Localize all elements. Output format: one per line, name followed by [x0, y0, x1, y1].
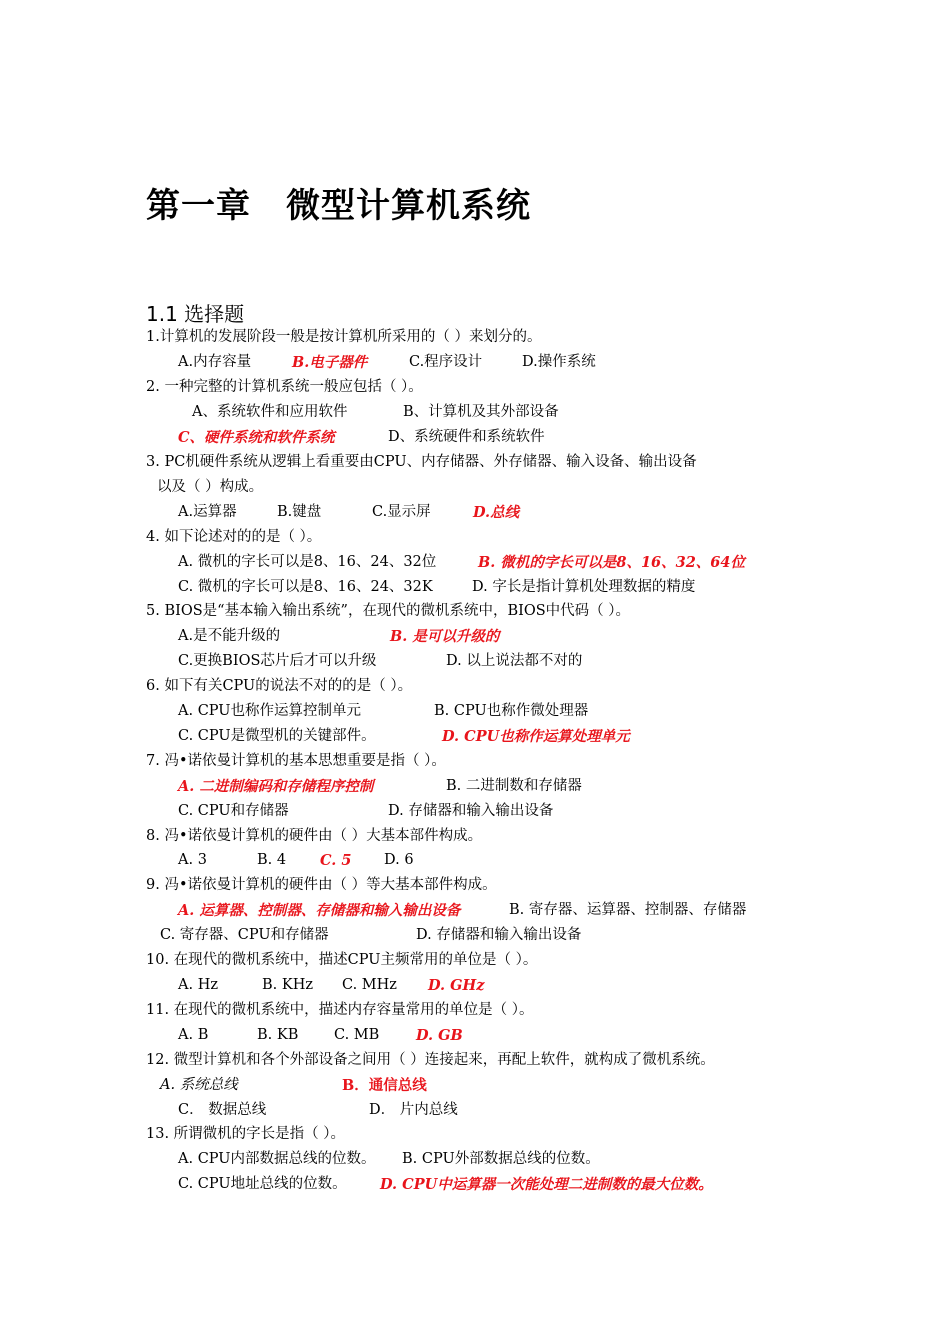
option: D. 6: [384, 852, 414, 868]
option: C. CPU和存储器: [178, 803, 289, 819]
option: B. CPU也称作微处理器: [434, 703, 589, 719]
question-stem: 8. 冯•诺依曼计算机的硬件由（ ）大基本部件构成。: [146, 828, 483, 844]
option: D.操作系统: [522, 354, 596, 370]
option: A. 系统总线: [160, 1077, 238, 1093]
question-stem: 4. 如下论述对的的是（ ）。: [146, 529, 322, 545]
question-stem: 10. 在现代的微机系统中，描述CPU主频常用的单位是（ ）。: [146, 952, 538, 968]
correct-option: D. GB: [416, 1027, 463, 1044]
option: C. 寄存器、CPU和存储器: [160, 927, 329, 943]
correct-option: A. 运算器、控制器、存储器和输入输出设备: [178, 902, 461, 919]
correct-option: B. 是可以升级的: [390, 628, 500, 645]
question-stem: 5. BIOS是“基本输入输出系统”，在现代的微机系统中，BIOS中代码（ ）。: [146, 603, 631, 619]
correct-option: D. CPU中运算器一次能处理二进制数的最大位数。: [380, 1176, 713, 1193]
option: C. MHz: [342, 977, 397, 993]
question-stem: 12. 微型计算机和各个外部设备之间用（ ）连接起来，再配上软件，就构成了微机系统。: [146, 1052, 715, 1068]
option-row: [0, 624, 950, 649]
correct-option: D.总线: [473, 504, 520, 521]
option-row: [0, 724, 950, 749]
option-row: [0, 575, 950, 600]
option: B. KB: [257, 1027, 299, 1043]
correct-option: D. CPU也称作运算处理单元: [442, 728, 630, 745]
option: D. 字长是指计算机处理数据的精度: [472, 579, 696, 595]
option: A、系统软件和应用软件: [192, 404, 348, 420]
option-row: [0, 425, 950, 450]
option-row: [0, 774, 950, 799]
option-row: [0, 1098, 950, 1123]
option-row: [0, 550, 950, 575]
option: D. 以上说法都不对的: [446, 653, 583, 669]
option: A. CPU内部数据总线的位数。: [178, 1151, 376, 1167]
option: D. 存储器和输入输出设备: [416, 927, 582, 943]
question-stem: 7. 冯•诺依曼计算机的基本思想重要是指（ ）。: [146, 753, 446, 769]
question-stem: 1.计算机的发展阶段一般是按计算机所采用的（ ）来划分的。: [146, 329, 542, 345]
option-row: [0, 350, 950, 375]
option: C.显示屏: [372, 504, 431, 520]
option: B、计算机及其外部设备: [403, 404, 559, 420]
correct-option: C. 5: [320, 852, 352, 869]
option-row: [0, 1073, 950, 1098]
correct-option: C、硬件系统和软件系统: [178, 429, 335, 446]
option-row: [0, 973, 950, 998]
option: C.程序设计: [409, 354, 483, 370]
option-row: [0, 923, 950, 948]
option: A.是不能升级的: [178, 628, 281, 644]
option: B. 二进制数和存储器: [446, 778, 582, 794]
option-row: [0, 1023, 950, 1048]
question-stem: 9. 冯•诺依曼计算机的硬件由（ ）等大基本部件构成。: [146, 877, 497, 893]
option: D、系统硬件和系统软件: [388, 429, 545, 445]
question-stem: 6. 如下有关CPU的说法不对的的是（ ）。: [146, 678, 413, 694]
option: A. Hz: [178, 977, 218, 993]
question-stem-continued: 以及（ ）构成。: [157, 479, 264, 495]
question-stem: 2. 一种完整的计算机系统一般应包括（ ）。: [146, 379, 423, 395]
option-row: [0, 848, 950, 873]
correct-option: B. 微机的字长可以是8、16、32、64位: [478, 554, 745, 571]
option: D. 存储器和输入输出设备: [388, 803, 554, 819]
correct-option: A. 二进制编码和存储程序控制: [178, 778, 374, 795]
option: A. 3: [178, 852, 207, 868]
option: A.内存容量: [178, 354, 252, 370]
correct-option: B．通信总线: [342, 1077, 427, 1094]
option-row: [0, 1172, 950, 1197]
option: C. MB: [334, 1027, 380, 1043]
question-stem: 11. 在现代的微机系统中，描述内存容量常用的单位是（ ）。: [146, 1002, 534, 1018]
question-stem: 13. 所谓微机的字长是指（ ）。: [146, 1126, 346, 1142]
option-row: [0, 799, 950, 824]
option-row: [0, 500, 950, 525]
option: A. 微机的字长可以是8、16、24、32位: [178, 554, 437, 570]
option-row: [0, 1147, 950, 1172]
option: B. CPU外部数据总线的位数。: [402, 1151, 600, 1167]
option: A. B: [178, 1027, 209, 1043]
option-row: [0, 699, 950, 724]
option-row: [0, 400, 950, 425]
option: C.更换BIOS芯片后才可以升级: [178, 653, 377, 669]
option-row: [0, 649, 950, 674]
section-heading: 1.1 选择题: [146, 302, 245, 326]
option: C． 数据总线: [178, 1102, 267, 1118]
option: B. 寄存器、运算器、控制器、存储器: [509, 902, 747, 918]
option: A.运算器: [178, 504, 237, 520]
question-stem: 3. PC机硬件系统从逻辑上看重要由CPU、内存储器、外存储器、输入设备、输出设备: [146, 454, 697, 470]
option: C. 微机的字长可以是8、16、24、32K: [178, 579, 433, 595]
option: B.键盘: [277, 504, 322, 520]
option: B. 4: [257, 852, 287, 868]
option-row: [0, 898, 950, 923]
option: A. CPU也称作运算控制单元: [178, 703, 362, 719]
option: B. KHz: [262, 977, 313, 993]
correct-option: B.电子器件: [292, 354, 368, 371]
chapter-title: 第一章 微型计算机系统: [146, 186, 531, 226]
option: C. CPU地址总线的位数。: [178, 1176, 347, 1192]
correct-option: D. GHz: [428, 977, 485, 994]
option: D． 片内总线: [369, 1102, 458, 1118]
option: C. CPU是微型机的关键部件。: [178, 728, 376, 744]
